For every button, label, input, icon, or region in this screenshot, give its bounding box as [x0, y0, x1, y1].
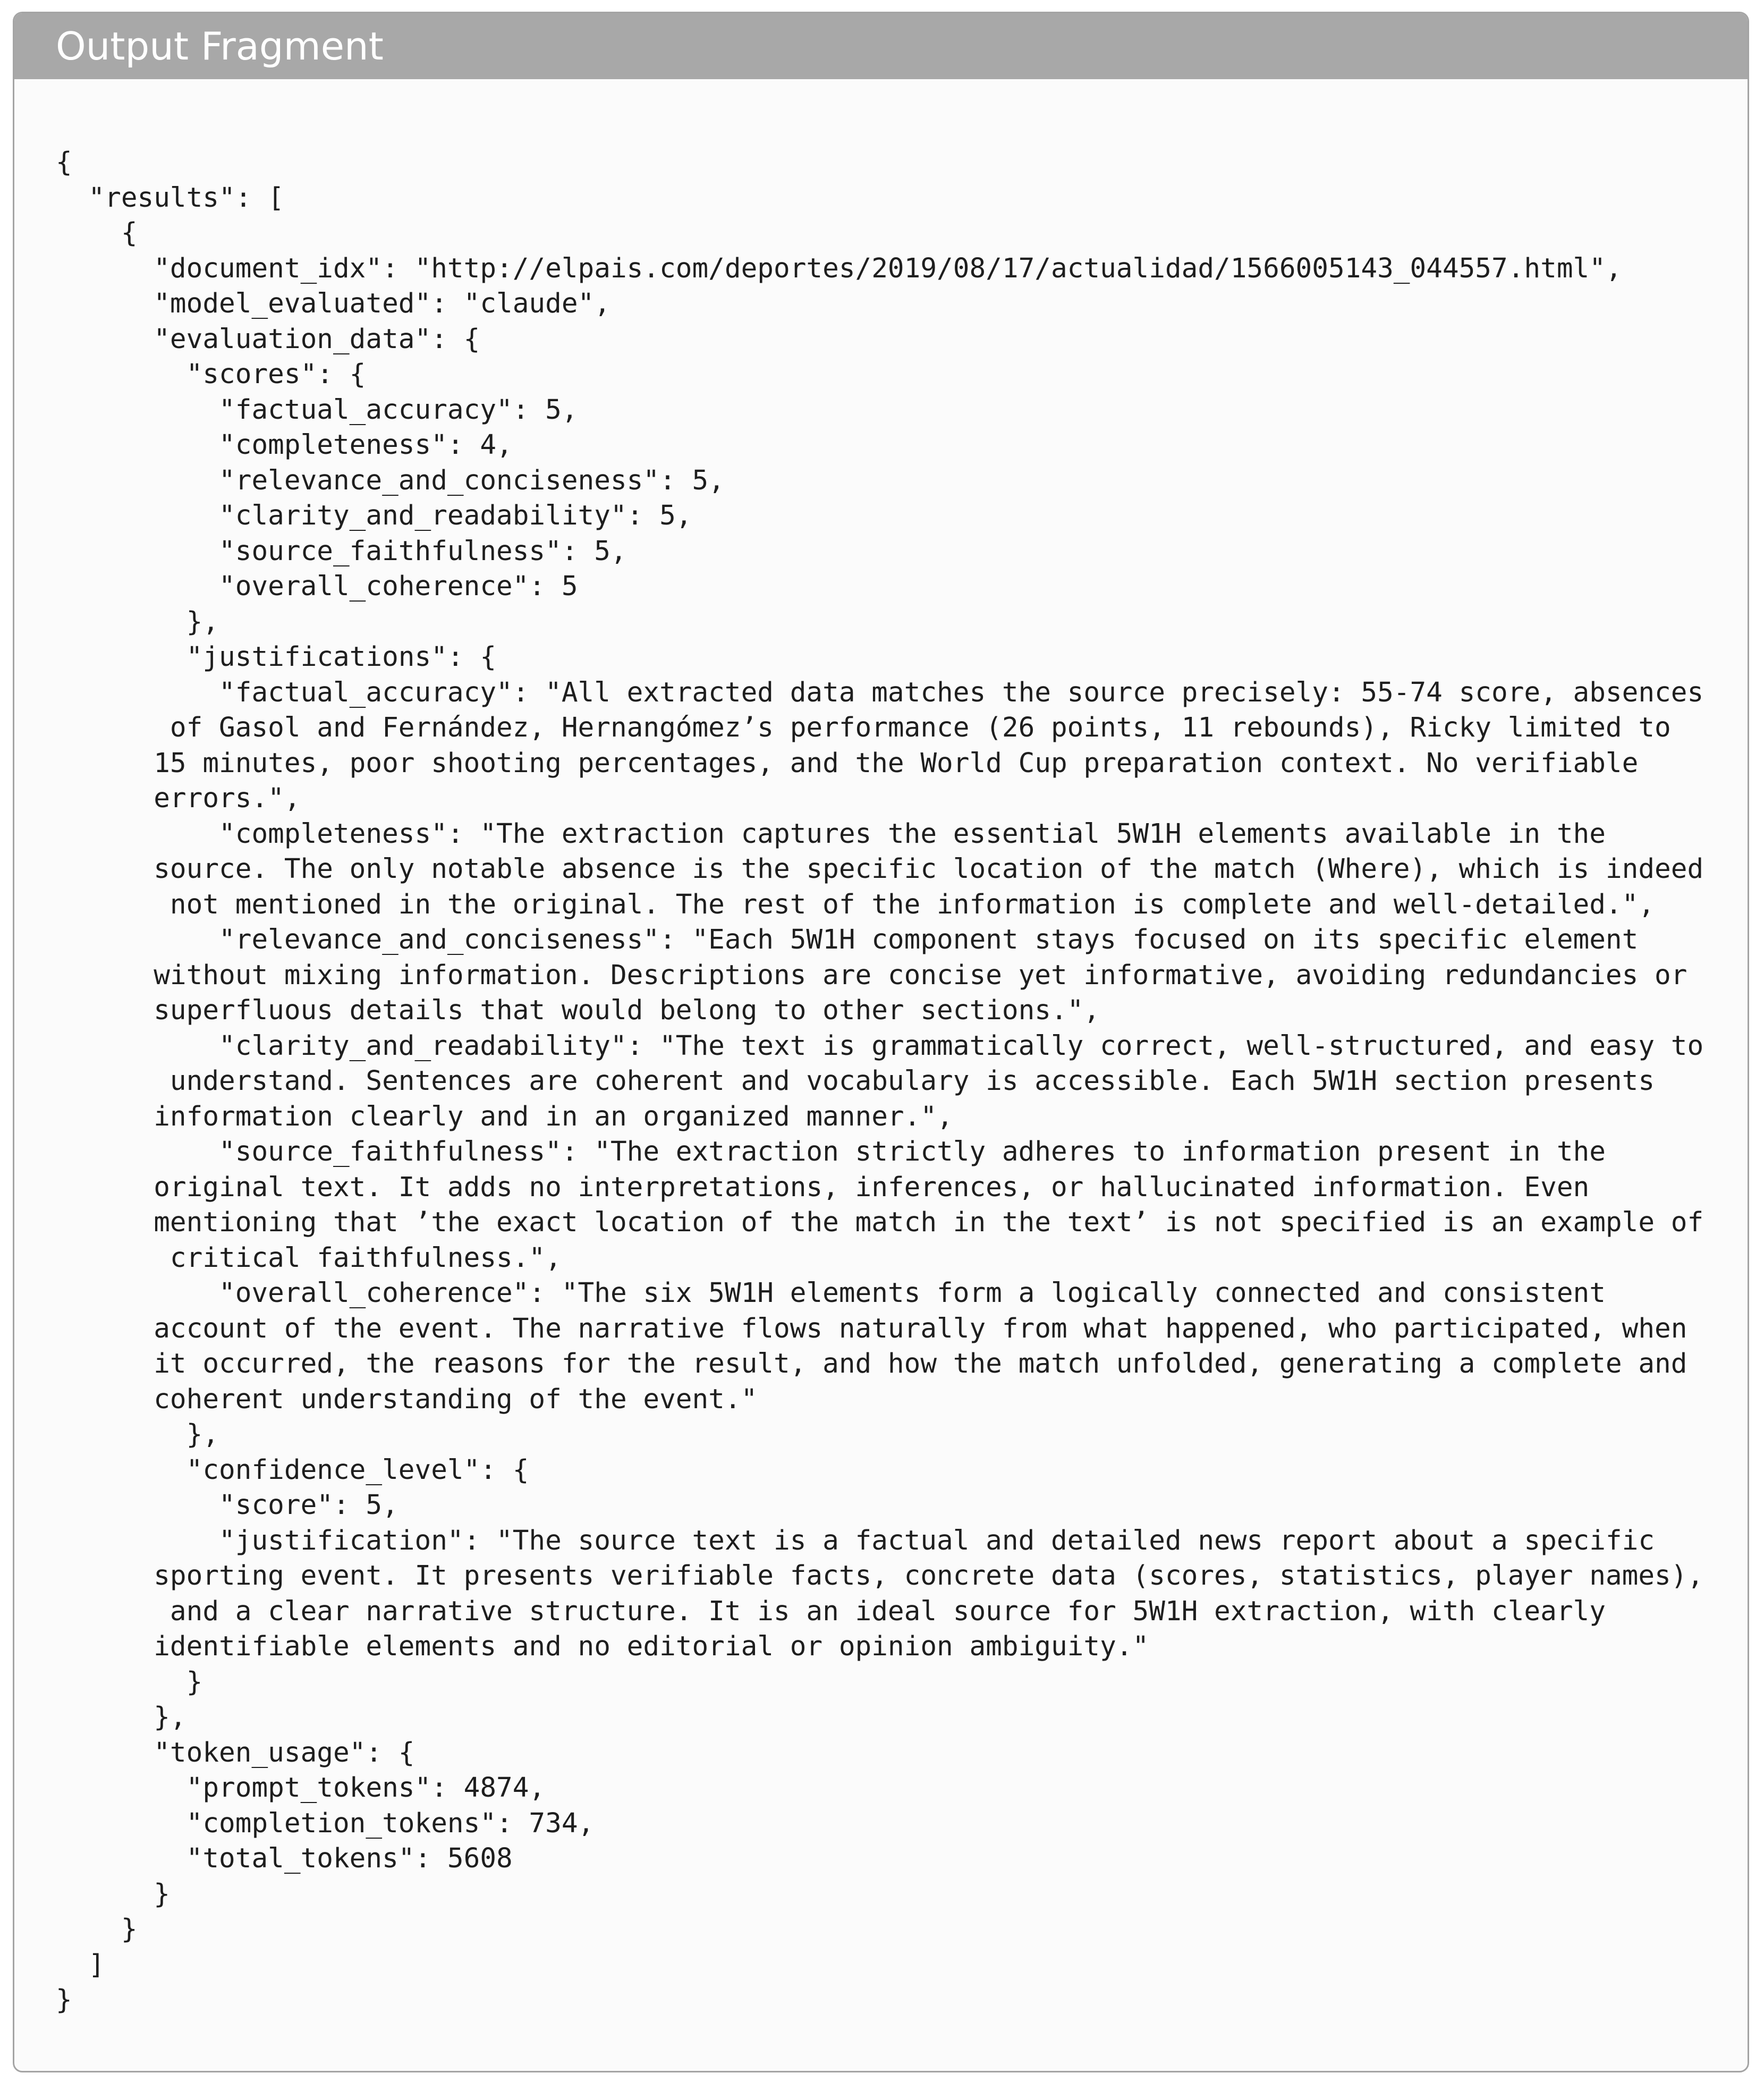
code-line: 15 minutes, poor shooting percentages, and the World Cup preparation context. No verifiable [56, 747, 1639, 779]
code-line: "score": 5, [56, 1490, 398, 1521]
code-line: { [56, 147, 72, 178]
json-code-block [56, 145, 1703, 2018]
code-line: "total_tokens": 5608 [56, 1843, 513, 1874]
code-line: "relevance_and_conciseness": "Each 5W1H component stays focused on its specific element [56, 924, 1639, 955]
code-line: critical faithfulness.", [56, 1242, 562, 1274]
code-line: account of the event. The narrative flows naturally from what happened, who participated, when [56, 1313, 1687, 1344]
code-line: not mentioned in the original. The rest of the information is complete and well-detailed.", [56, 889, 1655, 920]
code-line: } [56, 1878, 170, 1910]
code-line: it occurred, the reasons for the result, and how the match unfolded, generating a complete and [56, 1348, 1687, 1380]
code-line: "confidence_level": { [56, 1454, 529, 1486]
code-line: and a clear narrative structure. It is an ideal source for 5W1H extraction, with clearly [56, 1595, 1606, 1627]
code-line: coherent understanding of the event." [56, 1383, 758, 1415]
code-line: } [56, 1914, 138, 1945]
code-line: identifiable elements and no editorial or opinion ambiguity." [56, 1631, 1149, 1662]
code-line: "clarity_and_readability": "The text is grammatically correct, well-structured, and easy to [56, 1030, 1704, 1062]
panel-title: Output Fragment [56, 24, 384, 69]
code-line: "factual_accuracy": "All extracted data matches the source precisely: 55-74 score, absences [56, 676, 1704, 708]
output-fragment-panel [13, 12, 1749, 2072]
code-line: mentioning that ’the exact location of the match in the text’ is not specified is an example of [56, 1207, 1704, 1238]
panel-header [14, 13, 1748, 79]
code-line: "results": [ [56, 182, 284, 214]
code-line: of Gasol and Fernández, Hernangómez’s performance (26 points, 11 rebounds), Ricky limited to [56, 712, 1671, 743]
code-line: }, [56, 1702, 186, 1733]
code-line: { [56, 217, 138, 249]
code-line: "scores": { [56, 359, 366, 390]
code-line: }, [56, 606, 219, 638]
code-line: source. The only notable absence is the specific location of the match (Where), which is indeed [56, 853, 1704, 885]
code-line: "token_usage": { [56, 1737, 415, 1769]
code-line: "overall_coherence": "The six 5W1H elements form a logically connected and consistent [56, 1277, 1606, 1309]
code-line: "completeness": 4, [56, 429, 513, 461]
code-line: information clearly and in an organized manner.", [56, 1101, 953, 1132]
code-line: "justifications": { [56, 641, 497, 673]
code-line: ] [56, 1949, 105, 1981]
code-line: "clarity_and_readability": 5, [56, 500, 692, 531]
code-line: "prompt_tokens": 4874, [56, 1772, 546, 1804]
code-line: sporting event. It presents verifiable facts, concrete data (scores, statistics, player names), [56, 1560, 1704, 1592]
code-line: without mixing information. Descriptions are concise yet informative, avoiding redundancies or [56, 959, 1687, 991]
code-line: } [56, 1984, 72, 2016]
code-line: errors.", [56, 783, 301, 814]
code-line: "overall_coherence": 5 [56, 571, 578, 602]
code-line: "factual_accuracy": 5, [56, 394, 578, 426]
code-line: "source_faithfulness": "The extraction strictly adheres to information present in the [56, 1136, 1606, 1167]
code-line: "completion_tokens": 734, [56, 1807, 595, 1839]
code-line: } [56, 1666, 203, 1698]
code-line: "relevance_and_conciseness": 5, [56, 464, 725, 496]
code-line: superfluous details that would belong to other sections.", [56, 995, 1100, 1026]
code-line: "justification": "The source text is a factual and detailed news report about a specific [56, 1525, 1655, 1556]
code-line: "model_evaluated": "claude", [56, 288, 610, 319]
code-line: understand. Sentences are coherent and vocabulary is accessible. Each 5W1H section presents [56, 1065, 1655, 1097]
code-line: original text. It adds no interpretations, inferences, or hallucinated information. Even [56, 1171, 1590, 1203]
code-line: "source_faithfulness": 5, [56, 535, 627, 567]
code-line: "completeness": "The extraction captures the essential 5W1H elements available in the [56, 818, 1606, 850]
code-line: "evaluation_data": { [56, 323, 480, 355]
code-line: }, [56, 1419, 219, 1450]
code-line: "document_idx": "http://elpais.com/deportes/2019/08/17/actualidad/1566005143_044557.html", [56, 252, 1622, 284]
